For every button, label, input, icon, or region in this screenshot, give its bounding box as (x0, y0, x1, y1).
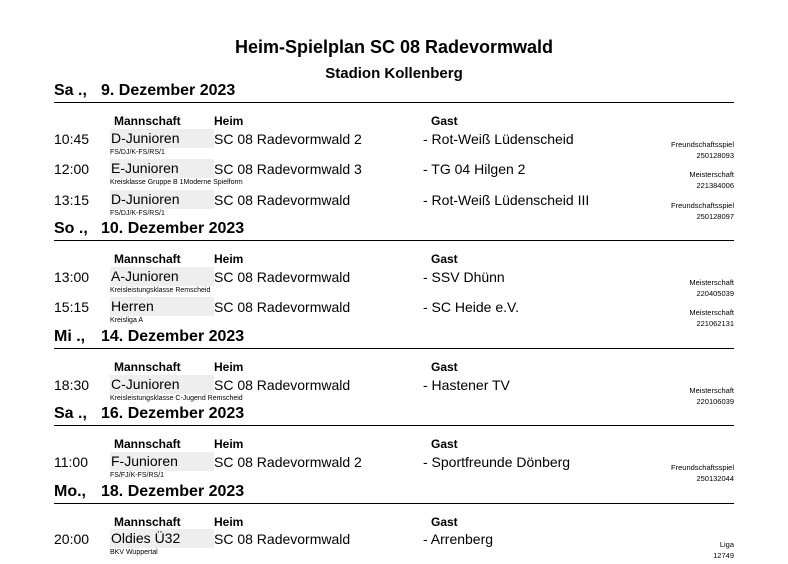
day-header (54, 327, 734, 349)
match-home-team: SC 08 Radevormwald (214, 299, 351, 315)
column-header-guest: Gast (431, 360, 458, 374)
match-guest-team: - SSV Dhünn (423, 269, 505, 285)
column-header-team: Mannschaft (114, 360, 181, 374)
match-league: Kreisklasse Gruppe B 1Moderne Spielform (110, 179, 243, 186)
column-header-team: Mannschaft (114, 252, 181, 266)
match-number: 220106039 (696, 397, 734, 406)
match-team: E-Junioren (110, 159, 214, 178)
column-header-guest: Gast (431, 114, 458, 128)
column-header-guest: Gast (431, 252, 458, 266)
match-type: Freundschaftsspiel (671, 201, 734, 210)
match-type: Meisterschaft (689, 170, 734, 179)
match-row (54, 377, 734, 407)
match-guest-team: - Arrenberg (423, 531, 494, 547)
match-number: 250128093 (696, 151, 734, 160)
match-row (54, 269, 734, 299)
match-row (54, 161, 734, 191)
match-league: Kreisliga A (110, 317, 144, 324)
page-title: Heim-Spielplan SC 08 Radevormwald (234, 37, 554, 57)
day-of-week: Mi ., (54, 328, 86, 345)
match-league: FS/FJ/K-FS/RS/1 (110, 472, 165, 479)
day-of-week: Sa ., (54, 82, 87, 99)
match-guest-team: - Hastener TV (423, 377, 510, 393)
match-home-team: SC 08 Radevormwald (214, 269, 351, 285)
match-league: FS/DJ/K-FS/RS/1 (110, 210, 165, 217)
match-home-team: SC 08 Radevormwald (214, 531, 351, 547)
column-header-team: Mannschaft (114, 437, 181, 451)
match-guest-team: - Sportfreunde Dönberg (423, 454, 571, 470)
match-guest-team: - SC Heide e.V. (423, 299, 519, 315)
match-team: Herren (110, 297, 214, 316)
match-time: 13:15 (54, 192, 90, 208)
match-number: 250132044 (696, 474, 734, 483)
match-home-team: SC 08 Radevormwald 2 (214, 131, 362, 147)
match-row (54, 454, 734, 484)
column-header-home: Heim (214, 360, 244, 374)
match-team: Oldies Ü32 (110, 529, 214, 548)
match-home-team: SC 08 Radevormwald 2 (214, 454, 362, 470)
column-header-team: Mannschaft (114, 114, 181, 128)
match-number: 12749 (713, 551, 734, 560)
column-header-home: Heim (214, 437, 244, 451)
match-row (54, 192, 734, 222)
match-team: F-Junioren (110, 452, 214, 471)
day-header (54, 482, 734, 504)
column-header-guest: Gast (431, 437, 458, 451)
match-team: A-Junioren (110, 267, 214, 286)
column-header-home: Heim (214, 114, 244, 128)
day-header (54, 404, 734, 426)
match-type: Meisterschaft (689, 308, 734, 317)
day-date: 10. Dezember 2023 (101, 220, 245, 237)
match-time: 10:45 (54, 131, 90, 147)
match-league: Kreisleistungsklasse C-Jugend Remscheid (110, 395, 243, 402)
match-time: 12:00 (54, 161, 90, 177)
match-team: C-Junioren (110, 375, 214, 394)
match-home-team: SC 08 Radevormwald 3 (214, 161, 362, 177)
match-row (54, 299, 734, 329)
day-of-week: Mo., (54, 483, 86, 500)
match-time: 20:00 (54, 531, 90, 547)
day-of-week: So ., (54, 220, 88, 237)
day-header (54, 219, 734, 241)
match-row (54, 131, 734, 161)
match-number: 221062131 (696, 319, 734, 328)
match-time: 15:15 (54, 299, 90, 315)
match-guest-team: - TG 04 Hilgen 2 (423, 161, 526, 177)
match-time: 18:30 (54, 377, 90, 393)
match-type: Meisterschaft (689, 386, 734, 395)
match-league: Kreisleistungsklasse Remscheid (110, 287, 211, 294)
page-subtitle: Stadion Kollenberg (325, 65, 463, 82)
match-league: FS/DJ/K-FS/RS/1 (110, 149, 165, 156)
day-date: 9. Dezember 2023 (101, 82, 236, 99)
column-header-guest: Gast (431, 515, 458, 529)
day-of-week: Sa ., (54, 405, 87, 422)
day-date: 16. Dezember 2023 (101, 405, 245, 422)
match-league: BKV Wuppertal (110, 549, 158, 556)
match-team: D-Junioren (110, 129, 214, 148)
match-home-team: SC 08 Radevormwald (214, 192, 351, 208)
match-type: Freundschaftsspiel (671, 463, 734, 472)
match-number: 250128097 (696, 212, 734, 221)
match-guest-team: - Rot-Weiß Lüdenscheid III (423, 192, 590, 208)
match-type: Liga (719, 540, 734, 549)
match-number: 221384006 (696, 181, 734, 190)
match-guest-team: - Rot-Weiß Lüdenscheid (423, 131, 574, 147)
match-home-team: SC 08 Radevormwald (214, 377, 351, 393)
match-type: Meisterschaft (689, 278, 734, 287)
match-team: D-Junioren (110, 190, 214, 209)
column-header-home: Heim (214, 252, 244, 266)
day-date: 14. Dezember 2023 (101, 328, 245, 345)
match-row (54, 531, 734, 561)
column-header-team: Mannschaft (114, 515, 181, 529)
match-time: 13:00 (54, 269, 90, 285)
day-header (54, 81, 734, 103)
match-time: 11:00 (54, 454, 88, 470)
match-type: Freundschaftsspiel (671, 140, 734, 149)
column-header-home: Heim (214, 515, 244, 529)
day-date: 18. Dezember 2023 (101, 483, 245, 500)
match-number: 220405039 (696, 289, 734, 298)
